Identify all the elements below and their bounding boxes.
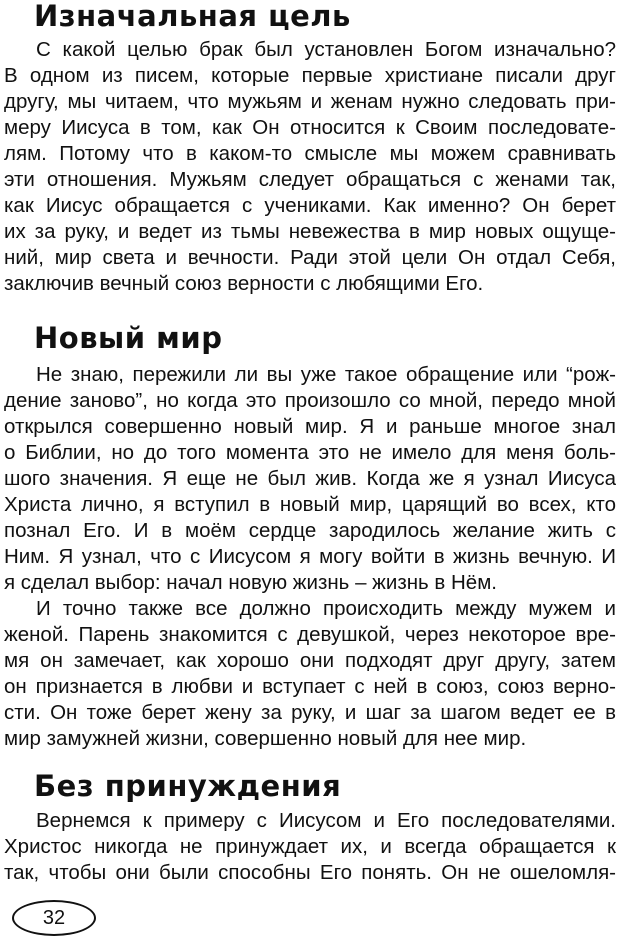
- paragraph-line: дение заново”, но когда это произошло со мной, передо мной: [4, 389, 616, 412]
- section-heading-new-world: Новый мир: [34, 321, 223, 355]
- paragraph-line: меру Иисуса в том, как Он относится к Своим последовате-: [4, 116, 616, 139]
- section-heading-original-purpose: Изначальная цель: [34, 0, 351, 33]
- paragraph-line: женой. Парень знакомится с девушкой, через некоторое вре-: [4, 623, 616, 646]
- paragraph-line: как Иисус обращается с учениками. Как именно? Он берет: [4, 194, 616, 217]
- paragraph-line: мя он замечает, как хорошо они подходят друг другу, затем: [4, 649, 616, 672]
- paragraph-line: ний, мир света и вечности. Ради этой цели Он отдал Себя,: [4, 246, 616, 269]
- paragraph-line: Не знаю, пережили ли вы уже такое обращение или “рож-: [36, 363, 616, 386]
- paragraph-line: о Библии, но до того момента это не имело для меня боль-: [4, 441, 616, 464]
- paragraph-line: открылся совершенно новый мир. Я и раньше многое знал: [4, 415, 616, 438]
- paragraph-line: их за руку, и ведет из тьмы невежества в мир новых ощуще-: [4, 220, 616, 243]
- section-heading-without-coercion: Без принуждения: [34, 769, 342, 803]
- paragraph-line: заключив вечный союз верности с любящими Его.: [4, 272, 484, 295]
- paragraph-line: Христос никогда не принуждает их, и всегда обращается к: [4, 835, 616, 858]
- paragraph-line: В одном из писем, которые первые христиане писали друг: [4, 64, 616, 87]
- paragraph-line: лям. Потому что в каком-то смысле мы можем сравнивать: [4, 142, 616, 165]
- paragraph-line: шого значения. Я еще не был жив. Когда же я узнал Иисуса: [4, 467, 616, 490]
- paragraph-line: И точно также все должно происходить между мужем и: [36, 597, 616, 620]
- paragraph-line: другу, мы читаем, что мужьям и женам нужно следовать при-: [4, 90, 616, 113]
- paragraph-line: мир замужней жизни, совершенно новый для нее мир.: [4, 727, 527, 750]
- paragraph-line: он признается в любви и вступает с ней в союз, союз верно-: [4, 675, 616, 698]
- paragraph-line: я сделал выбор: начал новую жизнь – жизнь в Нём.: [4, 571, 498, 594]
- paragraph-line: С какой целью брак был установлен Богом изначально?: [36, 38, 616, 61]
- paragraph-line: Христа лично, я вступил в новый мир, царящий во всех, кто: [4, 493, 616, 516]
- page-number: 32: [42, 907, 66, 929]
- paragraph-line: так, чтобы они были способны Его понять. Он не ошеломля-: [4, 861, 616, 884]
- paragraph-line: Вернемся к примеру с Иисусом и Его последователями.: [36, 809, 616, 832]
- paragraph-line: сти. Он тоже берет жену за руку, и шаг за шагом ведет ее в: [4, 701, 616, 724]
- paragraph-line: познал Его. И в моём сердце зародилось желание жить с: [4, 519, 616, 542]
- paragraph-line: Ним. Я узнал, что с Иисусом я могу войти в жизнь вечную. И: [4, 545, 616, 568]
- paragraph-line: эти отношения. Мужьям следует обращаться с женами так,: [4, 168, 616, 191]
